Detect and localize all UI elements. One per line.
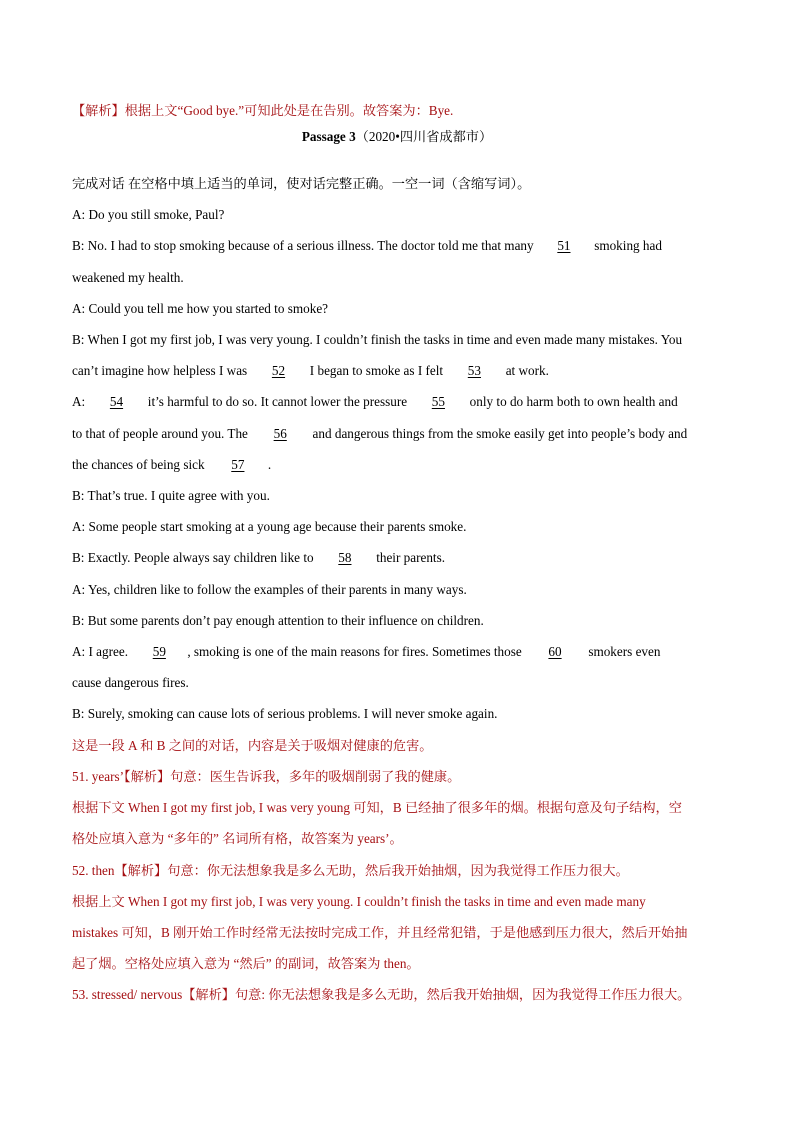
blank-55: 55 <box>431 394 445 409</box>
dialogue-line: weakened my health. <box>72 270 184 285</box>
passage-source: （2020•四川省成都市） <box>355 129 493 144</box>
answer-51-detail: 格处应填入意为 “多年的” 名词所有格，故答案为 years’。 <box>72 831 403 846</box>
dialogue-line: B: Surely, smoking can cause lots of serious problems. I will never smoke again. <box>72 706 498 721</box>
instruction: 完成对话 在空格中填上适当的单词，使对话完整正确。一空一词（含缩写词）。 <box>72 176 531 191</box>
passage-title: Passage 3 <box>301 129 356 144</box>
answer-52-detail: 根据上文 When I got my first job, I was very young. I couldn’t finish the tasks in time and even made many <box>72 894 646 909</box>
dialogue-line: B: When I got my first job, I was very young. I couldn’t finish the tasks in time and even made many mistakes. You <box>72 332 683 347</box>
passage-heading <box>0 129 794 145</box>
answer-52-detail: 起了烟。空格处应填入意为 “然后” 的副词，故答案为 then。 <box>72 956 420 971</box>
dialogue-line: A: Do you still smoke, Paul? <box>72 207 225 222</box>
dialogue-line: cause dangerous fires. <box>72 675 189 690</box>
answer-51: 51. years’【解析】句意：医生告诉我，多年的吸烟削弱了我的健康。 <box>72 769 461 784</box>
analysis-summary: 这是一段 A 和 B 之间的对话，内容是关于吸烟对健康的危害。 <box>72 738 433 753</box>
dialogue-line: A: Could you tell me how you started to smoke? <box>72 301 329 316</box>
answer-52-detail: mistakes 可知，B 刚开始工作时经常无法按时完成工作，并且经常犯错，于是他感到压力很大，然后开始抽 <box>72 925 688 940</box>
dialogue-line: B: That’s true. I quite agree with you. <box>72 488 270 503</box>
blank-59: 59 <box>152 644 166 659</box>
answer-53: 53. stressed/ nervous【解析】句意: 你无法想象我是多么无助，然后我开始抽烟，因为我觉得工作压力很大。 <box>72 987 691 1002</box>
dialogue-line: A: 54 it’s harmful to do so. It cannot lower the pressure 55 only to do harm both to own health and <box>72 394 678 409</box>
dialogue-line: A: Some people start smoking at a young age because their parents smoke. <box>72 519 467 534</box>
dialogue-line: B: Exactly. People always say children like to 58 their parents. <box>72 550 446 565</box>
dialogue-line: B: But some parents don’t pay enough attention to their influence on children. <box>72 613 484 628</box>
blank-60: 60 <box>548 644 562 659</box>
blank-57: 57 <box>231 457 245 472</box>
blank-52: 52 <box>271 363 286 378</box>
dialogue-line: to that of people around you. The 56 and dangerous things from the smoke easily get into people’s body and <box>72 426 688 441</box>
answer-51-detail: 根据下文 When I got my first job, I was very young 可知，B 已经抽了很多年的烟。根据句意及句子结构，空 <box>72 800 682 815</box>
previous-answer-analysis: 【解析】根据上文“Good bye.”可知此处是在告别。故答案为：Bye. <box>72 103 454 118</box>
answer-52: 52. then【解析】句意：你无法想象我是多么无助，然后我开始抽烟，因为我觉得工作压力很大。 <box>72 863 629 878</box>
blank-56: 56 <box>273 426 287 441</box>
dialogue-line: A: Yes, children like to follow the examples of their parents in many ways. <box>72 582 467 597</box>
dialogue-line: the chances of being sick 57 . <box>72 457 272 472</box>
dialogue-line: B: No. I had to stop smoking because of a serious illness. The doctor told me that many 51 smoking had <box>72 238 662 253</box>
dialogue-line: can’t imagine how helpless I was 52 I began to smoke as I felt 53 at work. <box>72 363 549 378</box>
blank-53: 53 <box>467 363 481 378</box>
blank-51: 51 <box>557 238 571 253</box>
dialogue-line: A: I agree. 59 , smoking is one of the main reasons for fires. Sometimes those 60 smokers even <box>72 644 661 659</box>
blank-58: 58 <box>338 550 352 565</box>
blank-54: 54 <box>109 394 124 409</box>
